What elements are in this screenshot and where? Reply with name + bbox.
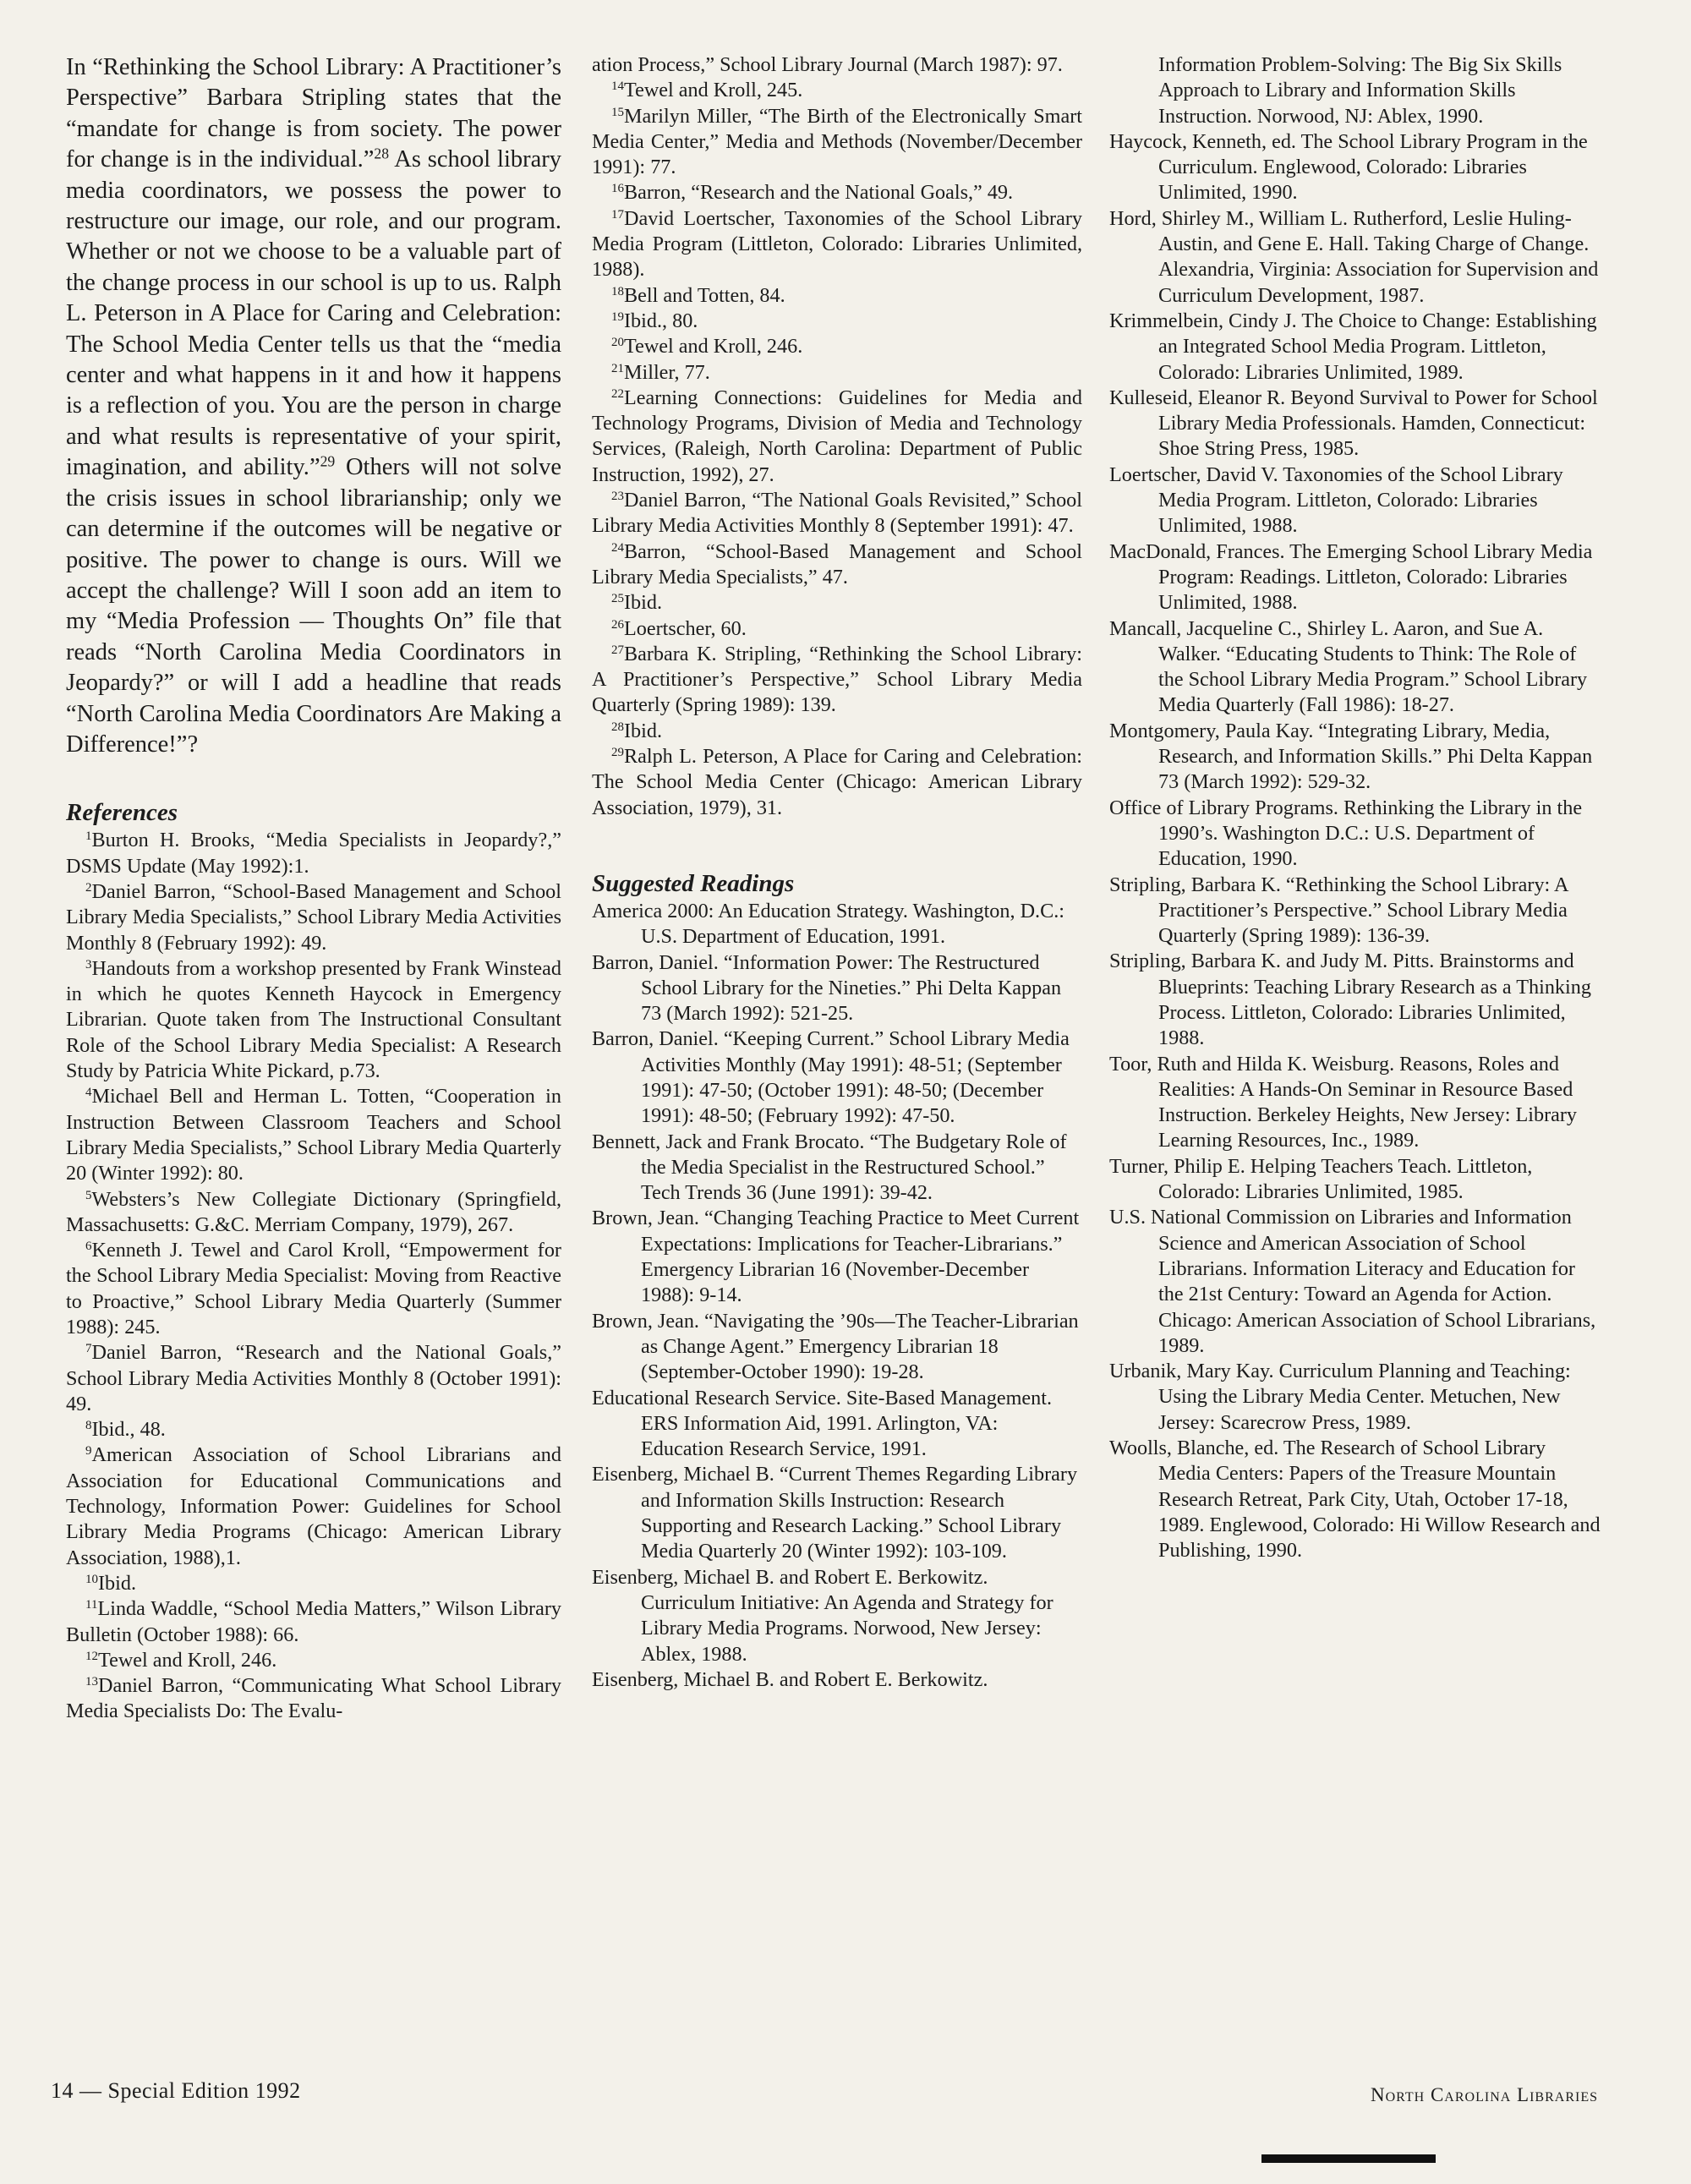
- footnote-number: 15: [611, 105, 624, 119]
- references-list-col2: [592, 52, 1082, 821]
- reading-item: Hord, Shirley M., William L. Rutherford, Leslie Huling-Austin, and Gene E. Hall. Taking Charge of Change. Alexandria, Virginia: Association for Supervision and Curriculum Development, 1987.: [1109, 206, 1599, 307]
- footnote-number: 2: [85, 880, 92, 895]
- reference-item: $^9$American Association of School Librarians and Association for Educational Communications and Technology, Information Power: Guidelines for School Library Media Programs (Chicago: American Library Association, 1988),1.: [66, 1443, 561, 1569]
- column-middle: [592, 52, 1082, 1693]
- footnote-number: 1: [85, 829, 92, 844]
- reading-item: Haycock, Kenneth, ed. The School Library Program in the Curriculum. Englewood, Colorado: Libraries Unlimited, 1990.: [1109, 129, 1588, 205]
- reading-item: Woolls, Blanche, ed. The Research of School Library Media Centers: Papers of the Treasure Mountain Research Retreat, Park City, Utah, October 17-18, 1989. Englewood, Colorado: Hi Willow Research and Publishing, 1990.: [1109, 1437, 1601, 1563]
- end-of-article-rule: [1261, 2154, 1436, 2163]
- reading-item: Krimmelbein, Cindy J. The Choice to Change: Establishing an Integrated School Media Program. Littleton, Colorado: Libraries Unlimited, 1989.: [1109, 309, 1597, 384]
- reference-item: $^{20}$Tewel and Kroll, 246.: [611, 335, 803, 359]
- footnote-number: 22: [611, 386, 624, 401]
- reading-item: MacDonald, Frances. The Emerging School Library Media Program: Readings. Littleton, Colorado: Libraries Unlimited, 1988.: [1109, 539, 1593, 615]
- reading-item: Barron, Daniel. “Keeping Current.” School Library Media Activities Monthly (May 1991): 48-51; (September 1991): 47-50; (October 1991): 48-50; (December 1991): 48-50; (February 1992): 47-50.: [592, 1027, 1070, 1128]
- footnote-number: 28: [611, 720, 624, 734]
- reading-item: Toor, Ruth and Hilda K. Weisburg. Reasons, Roles and Realities: A Hands-On Seminar in Resource Based Instruction. Berkeley Heights, New Jersey: Library Learning Resources, Inc., 1989.: [1109, 1052, 1578, 1152]
- reading-item: Educational Research Service. Site-Based Management. ERS Information Aid, 1991. Arlington, VA: Education Research Service, 1991.: [592, 1386, 1053, 1461]
- reference-item: $^{19}$Ibid., 80.: [611, 309, 698, 332]
- reference-item: $^{16}$Barron, “Research and the National Goals,” 49.: [611, 181, 1014, 205]
- footnote-number: 5: [85, 1188, 92, 1202]
- reference-item: $^{11}$Linda Waddle, “School Media Matters,” Wilson Library Bulletin (October 1988): 66.: [66, 1597, 561, 1646]
- references-heading: References: [66, 799, 178, 827]
- reference-item: $^{24}$Barron, “School-Based Management and School Library Media Specialists,” 47.: [592, 539, 1082, 588]
- footnote-number: 26: [611, 617, 624, 632]
- reference-item: $^{13}$Daniel Barron, “Communicating What School Library Media Specialists Do: The Evalu-: [66, 1674, 561, 1723]
- reference-item: $^5$Websters’s New Collegiate Dictionary (Springfield, Massachusetts: G.&C. Merriam Company, 1979), 267.: [66, 1187, 561, 1236]
- article-body: [66, 52, 561, 760]
- reference-item: $^{23}$Daniel Barron, “The National Goals Revisited,” School Library Media Activities Monthly 8 (September 1991): 47.: [592, 489, 1082, 538]
- footnote-number: 29: [611, 745, 624, 759]
- footnote-number: 16: [611, 182, 624, 196]
- reading-item: Eisenberg, Michael B. and Robert E. Berkowitz.: [592, 1667, 988, 1691]
- reading-item: Montgomery, Paula Kay. “Integrating Library, Media, Research, and Information Skills.” Phi Delta Kappan 73 (March 1992): 529-32.: [1109, 719, 1593, 794]
- footnote-number: 13: [85, 1674, 98, 1689]
- footnote-number: 23: [611, 489, 624, 503]
- reference-item: $^7$Daniel Barron, “Research and the National Goals,” School Library Media Activities Monthly 8 (October 1991): 49.: [66, 1341, 561, 1415]
- reading-item: Bennett, Jack and Frank Brocato. “The Budgetary Role of the Media Specialist in the Restructured School.” Tech Trends 36 (June 1991): 39-42.: [592, 1130, 1067, 1205]
- reference-item: $^2$Daniel Barron, “School-Based Management and School Library Media Specialists,” School Library Media Activities Monthly 8 (February 1992): 49.: [66, 879, 561, 955]
- reference-item: $^{14}$Tewel and Kroll, 245.: [611, 79, 803, 102]
- column-right: [1109, 52, 1601, 1564]
- reading-item: Barron, Daniel. “Information Power: The Restructured School Library for the Nineties.” Phi Delta Kappan 73 (March 1992): 521-25.: [592, 950, 1062, 1026]
- reference-item: $^{26}$Loertscher, 60.: [611, 616, 747, 640]
- reading-item: U.S. National Commission on Libraries and Information Science and American Association of School Librarians. Information Literacy and Education for the 21st Century: Toward an Agenda for Action. Chicago: American Association of School Librarians, 1989.: [1109, 1206, 1596, 1357]
- reading-item: Turner, Philip E. Helping Teachers Teach. Littleton, Colorado: Libraries Unlimited, 1985.: [1109, 1154, 1533, 1204]
- reading-item: Eisenberg, Michael B. “Current Themes Regarding Library and Information Skills Instruction: Research Supporting and Research Lacking.” School Library Media Quarterly 20 (Winter 1992): 103-109.: [592, 1463, 1078, 1563]
- reading-item: Loertscher, David V. Taxonomies of the School Library Media Program. Littleton, Colorado: Libraries Unlimited, 1988.: [1109, 463, 1563, 538]
- reference-item: $^{21}$Miller, 77.: [611, 360, 710, 384]
- reference-item: $^8$Ibid., 48.: [85, 1418, 166, 1442]
- footnote-number: 10: [85, 1572, 98, 1586]
- reference-item: $^3$Handouts from a workshop presented by Frank Winstead in which he quotes Kenneth Haycock in Emergency Librarian. Quote taken from The Instructional Consultant Role of the School Library Media Specialist: A Research Study by Patricia White Pickard, p.73.: [66, 956, 561, 1083]
- reference-item: $^{28}$Ibid.: [611, 719, 663, 742]
- footnote-number: 18: [611, 284, 624, 298]
- intro-paragraph: In “Rethinking the School Library: A Practitioner’s Perspective” Barbara Stripling states that the “mandate for change is from society. The power for change is in the individual.”$^{28}$ As school library media coordinators, we possess the power to restructure our image, our role, and our program. Whether or not we choose to be a valuable part of the change process in our school is up to us. Ralph L. Peterson in A Place for Caring and Celebration: The School Media Center tells us that the “media center and what happens in it and how it happens is a reflection of you. You are the person in charge and what results is representative of your spirit, imagination, and ability.”$^{29}$ Others will not solve the crisis issues in school librarianship; only we can determine if the outcomes will be negative or positive. The power to change is ours. Will we accept the challenge? Will I soon add an item to my “Media Profession — Thoughts On” file that reads “North Carolina Media Coordinators in Jeopardy?” or will I add a headline that reads “North Carolina Media Coordinators Are Making a Difference!”?: [66, 54, 562, 758]
- reading-item: Urbanik, Mary Kay. Curriculum Planning and Teaching: Using the Library Media Center. Metuchen, New Jersey: Scarecrow Press, 1989.: [1109, 1360, 1571, 1434]
- reference-item: $^{10}$Ibid.: [85, 1571, 137, 1595]
- footnote-marker: 28: [374, 145, 390, 162]
- footnote-marker: 29: [320, 452, 336, 470]
- reference-item: $^{15}$Marilyn Miller, “The Birth of the Electronically Smart Media Center,” Media and Methods (November/December 1991): 77.: [592, 104, 1082, 179]
- footnote-number: 19: [611, 309, 624, 324]
- suggested-readings-heading: Suggested Readings: [592, 869, 795, 897]
- footnote-number: 8: [85, 1418, 92, 1432]
- readings-list-col2: [592, 899, 1082, 1693]
- reading-item: America 2000: An Education Strategy. Washington, D.C.: U.S. Department of Education, 1991.: [592, 899, 1064, 949]
- reading-item: Brown, Jean. “Navigating the ’90s—The Teacher-Librarian as Change Agent.” Emergency Librarian 18 (September-October 1990): 19-28.: [592, 1309, 1079, 1384]
- page-footer-left: 14 — Special Edition 1992: [51, 2078, 301, 2103]
- footnote-number: 12: [85, 1649, 98, 1663]
- reading-item: Office of Library Programs. Rethinking the Library in the 1990’s. Washington D.C.: U.S. Department of Education, 1990.: [1109, 796, 1583, 871]
- reference-item: $^{17}$David Loertscher, Taxonomies of the School Library Media Program (Littleton, Colorado: Libraries Unlimited, 1988).: [592, 206, 1082, 282]
- footnote-number: 11: [85, 1598, 98, 1612]
- reference-item: $^{22}$Learning Connections: Guidelines for Media and Technology Programs, Division of Media and Technology Services, (Raleigh, North Carolina: Department of Public Instruction, 1992), 27.: [592, 386, 1082, 486]
- reading-item: Mancall, Jacqueline C., Shirley L. Aaron, and Sue A. Walker. “Educating Students to Think: The Role of the School Library Media Program.” School Library Media Quarterly (Fall 1986): 18-27.: [1109, 616, 1588, 717]
- footnote-number: 14: [611, 79, 624, 94]
- footnote-number: 25: [611, 591, 624, 605]
- reading-item: Stripling, Barbara K. “Rethinking the School Library: A Practitioner’s Perspective.” School Library Media Quarterly (Spring 1989): 136-39.: [1109, 873, 1568, 948]
- reference-item: $^{12}$Tewel and Kroll, 246.: [85, 1648, 277, 1672]
- footnote-number: 24: [611, 540, 624, 555]
- footnote-number: 6: [85, 1239, 92, 1253]
- reference-item-continued: ation Process,” School Library Journal (March 1987): 97.: [592, 53, 1063, 76]
- reading-item: Brown, Jean. “Changing Teaching Practice to Meet Current Expectations: Implications for Teacher-Librarians.” Emergency Librarian 16 (November-December 1988): 9-14.: [592, 1207, 1080, 1307]
- references-list-col1: [66, 828, 561, 1724]
- reading-item: Kulleseid, Eleanor R. Beyond Survival to Power for School Library Media Professionals. Hamden, Connecticut: Shoe String Press, 1985.: [1109, 386, 1598, 461]
- reference-item: $^{25}$Ibid.: [611, 591, 663, 615]
- reference-item: $^4$Michael Bell and Herman L. Totten, “Cooperation in Instruction Between Classroom Teachers and School Library Media Specialists,” School Library Media Quarterly 20 (Winter 1992): 80.: [66, 1085, 561, 1185]
- reading-item-continued: Information Problem-Solving: The Big Six Skills Approach to Library and Information Skills Instruction. Norwood, NJ: Ablex, 1990.: [1158, 53, 1562, 128]
- footnote-number: 3: [85, 957, 92, 972]
- reference-item: $^1$Burton H. Brooks, “Media Specialists in Jeopardy?,” DSMS Update (May 1992):1.: [66, 829, 561, 878]
- reference-item: $^{27}$Barbara K. Stripling, “Rethinking the School Library: A Practitioner’s Perspective,” School Library Media Quarterly (Spring 1989): 139.: [592, 642, 1082, 717]
- readings-list-col3: [1109, 52, 1601, 1564]
- reference-item: $^{18}$Bell and Totten, 84.: [611, 283, 785, 307]
- footnote-number: 21: [611, 361, 624, 375]
- footnote-number: 20: [611, 336, 624, 350]
- footnote-number: 27: [611, 643, 624, 657]
- page-footer-right: North Carolina Libraries: [1371, 2084, 1598, 2105]
- reading-item: Stripling, Barbara K. and Judy M. Pitts. Brainstorms and Blueprints: Teaching Library Research as a Thinking Process. Littleton, Colorado: Libraries Unlimited, 1988.: [1109, 950, 1591, 1050]
- footnote-number: 17: [611, 207, 624, 222]
- footnote-number: 7: [85, 1342, 92, 1356]
- reading-item: Eisenberg, Michael B. and Robert E. Berkowitz. Curriculum Initiative: An Agenda and Strategy for Library Media Programs. Norwood, New Jersey: Ablex, 1988.: [592, 1565, 1053, 1666]
- column-left: [66, 52, 561, 1725]
- footnote-number: 9: [85, 1444, 92, 1459]
- reference-item: $^6$Kenneth J. Tewel and Carol Kroll, “Empowerment for the School Library Media Specialist: Moving from Reactive to Proactive,” School Library Media Quarterly (Summer 1988): 245.: [66, 1239, 561, 1338]
- reference-item: $^{29}$Ralph L. Peterson, A Place for Caring and Celebration: The School Media Center (Chicago: American Library Association, 1979), 31.: [592, 745, 1082, 819]
- footnote-number: 4: [85, 1086, 92, 1100]
